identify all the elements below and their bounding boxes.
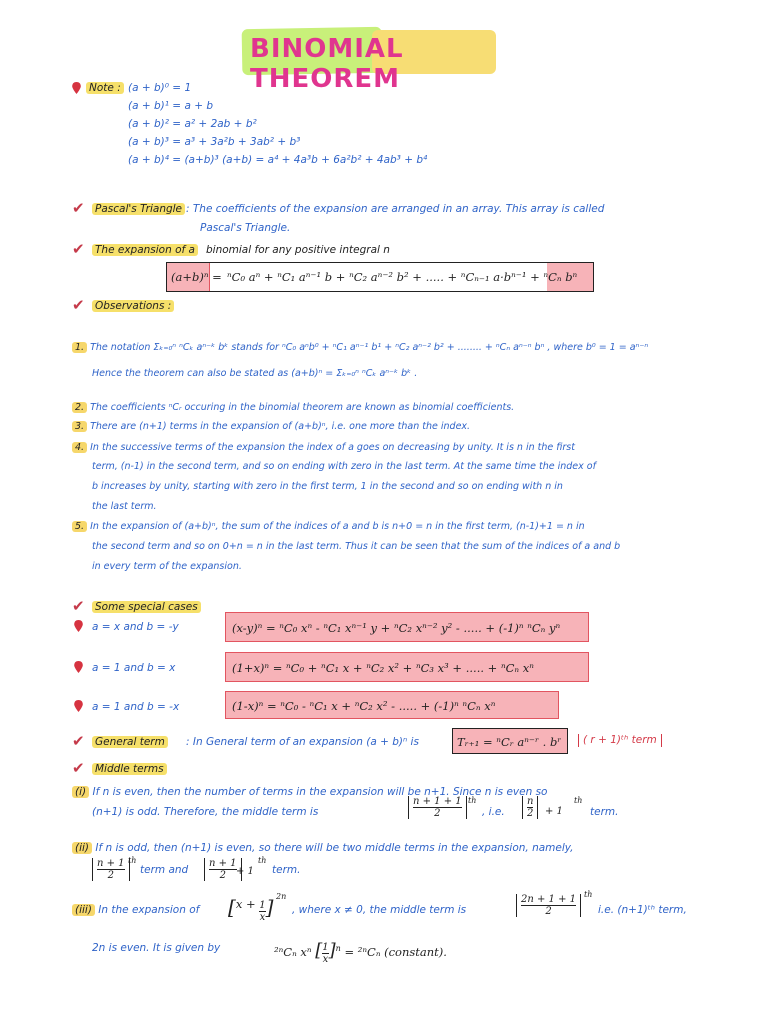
- fraction-bracket: $\frac{2n + 1 + 1}{2}$: [516, 894, 581, 918]
- middle-term-item: [72, 786, 712, 799]
- special-case-formula: (1+x)ⁿ = ⁿC₀ + ⁿC₁ x + ⁿC₂ x² + ⁿC₃ x³ + ..... + ⁿCₙ xⁿ: [225, 652, 589, 682]
- observation-item: [72, 421, 712, 433]
- special-case-formula: (1-x)ⁿ = ⁿC₀ - ⁿC₁ x + ⁿC₂ x² - ..... + (-1)ⁿ ⁿCₙ xⁿ: [225, 691, 559, 719]
- expansion-formula-box: [166, 262, 594, 292]
- middle-term-text: If n is odd, then (n+1) is even, so there will be two middle terms in the expansion, namely,: [95, 842, 574, 854]
- middle-term-item: [72, 842, 712, 855]
- special-case-formula: (x-y)ⁿ = ⁿC₀ xⁿ - ⁿC₁ xⁿ⁻¹ y + ⁿC₂ xⁿ⁻² y² - ..... + (-1)ⁿ ⁿCₙ yⁿ: [225, 612, 589, 642]
- bracket-expression: [x + $\frac{1}{x}$ ]: [228, 895, 274, 923]
- middle-term-formula: ²ⁿCₙ xⁿ [ $\frac{1}{x}$ ]$^n$ = ²ⁿCₙ (constant).: [274, 940, 447, 965]
- expansion-label: The expansion of a: [92, 244, 198, 256]
- observation-text-2: Hence the theorem can also be stated as (a+b)ⁿ = Σₖ₌₀ⁿ ⁿCₖ aⁿ⁻ᵏ bᵏ .: [92, 368, 418, 379]
- note-line: (a + b)³ = a³ + 3a²b + 3ab² + b³: [128, 136, 301, 148]
- observation-number: 5.: [72, 521, 87, 532]
- observation-text: In the expansion of (a+b)ⁿ, the sum of the indices of a and b is n+0 = n in the first term, (n-1)+1 = n in: [90, 521, 585, 532]
- middle-term-text: In the expansion of: [98, 904, 200, 916]
- note-line: (a + b)² = a² + 2ab + b²: [128, 118, 257, 130]
- observation-number: 3.: [72, 421, 87, 432]
- note-line: (a + b)¹ = a + b: [128, 100, 214, 112]
- observation-text-4: the last term.: [92, 501, 157, 512]
- pin-icon: [74, 620, 83, 632]
- observations-label: Observations :: [92, 300, 174, 312]
- note-label: Note :: [86, 82, 124, 94]
- fraction-bracket: $\frac{n}{2}$: [522, 796, 538, 820]
- observation-text-2: term, (n-1) in the second term, and so on ending with zero in the last term. At the same time the index of: [92, 461, 596, 472]
- observation-number: 1.: [72, 342, 87, 353]
- note-line: (a + b)⁰ = 1: [128, 82, 192, 94]
- observation-text: There are (n+1) terms in the expansion of (a+b)ⁿ, i.e. one more than the index.: [90, 421, 471, 432]
- pascal-text: : The coefficients of the expansion are arranged in an array. This array is called: [186, 203, 605, 215]
- pascal-label: Pascal's Triangle: [92, 203, 185, 215]
- observation-text: In the successive terms of the expansion the index of a goes on decreasing by unity. It is n in the first: [90, 442, 575, 453]
- check-icon: ✔: [72, 296, 85, 314]
- special-case-condition: a = x and b = -y: [92, 621, 179, 633]
- expansion-text: binomial for any positive integral n: [206, 244, 390, 256]
- middle-term-number: (ii): [72, 842, 92, 854]
- fraction-bracket: $\frac{n + 1}{2}$: [204, 858, 242, 882]
- observation-text-3: b increases by unity, starting with zero in the first term, 1 in the second and so on ending with n in: [92, 481, 563, 492]
- pin-icon: [72, 82, 81, 94]
- check-icon: ✔: [72, 597, 85, 615]
- pascal-text-2: Pascal's Triangle.: [200, 222, 291, 234]
- check-icon: ✔: [72, 732, 85, 750]
- observation-number: 4.: [72, 442, 87, 453]
- observation-item: [72, 442, 712, 454]
- title-banner: [242, 28, 496, 94]
- note-line: (a + b)⁴ = (a+b)³ (a+b) = a⁴ + 4a³b + 6a²b² + 4ab³ + b⁴: [128, 154, 428, 166]
- middle-term-number: (iii): [72, 904, 95, 916]
- special-case-condition: a = 1 and b = -x: [92, 701, 180, 713]
- observation-text: The coefficients ⁿCᵣ occuring in the binomial theorem are known as binomial coefficients.: [90, 402, 515, 413]
- pin-icon: [74, 661, 83, 673]
- expansion-formula-left: (a+b)ⁿ =: [171, 270, 222, 284]
- middle-term-text: If n is even, then the number of terms in the expansion will be n+1. Since n is even so: [92, 786, 548, 798]
- special-cases-label: Some special cases: [92, 601, 201, 613]
- middle-term-item: [72, 904, 199, 917]
- observation-text-2: the second term and so on 0+n = n in the last term. Thus it can be seen that the sum of the indices of a and b: [92, 541, 621, 552]
- page-title: BINOMIAL THEOREM: [250, 34, 404, 94]
- check-icon: ✔: [72, 199, 85, 217]
- observation-text: The notation Σₖ₌₀ⁿ ⁿCₖ aⁿ⁻ᵏ bᵏ stands for ⁿC₀ aⁿb⁰ + ⁿC₁ aⁿ⁻¹ b¹ + ⁿC₂ aⁿ⁻² b² + ........ + ⁿCₙ aⁿ⁻ⁿ bⁿ , where b⁰ = 1 = aⁿ⁻ⁿ: [90, 342, 649, 353]
- fraction-bracket: $\frac{n + 1}{2}$: [92, 858, 130, 882]
- general-term-note: ( r + 1)ᵗʰ term: [578, 734, 662, 747]
- check-icon: ✔: [72, 240, 85, 258]
- observation-text-3: in every term of the expansion.: [92, 561, 242, 572]
- observation-item: [72, 521, 712, 533]
- middle-terms-label: Middle terms: [92, 763, 167, 775]
- expansion-formula-right: ⁿC₀ aⁿ + ⁿC₁ aⁿ⁻¹ b + ⁿC₂ aⁿ⁻² b² + ..... + ⁿCₙ₋₁ a·bⁿ⁻¹ + ⁿCₙ bⁿ: [227, 270, 578, 284]
- observation-item: [72, 402, 712, 414]
- observation-item: [72, 342, 712, 354]
- check-icon: ✔: [72, 759, 85, 777]
- note-lines: [128, 82, 427, 172]
- middle-term-text-2: (n+1) is odd. Therefore, the middle term is: [92, 806, 319, 818]
- general-term-text: : In General term of an expansion (a + b)ⁿ is: [186, 736, 419, 748]
- observation-number: 2.: [72, 402, 87, 413]
- general-term-label: General term: [92, 736, 168, 748]
- fraction-bracket: $\frac{n + 1 + 1}{2}$: [408, 796, 467, 820]
- middle-term-number: (i): [72, 786, 89, 798]
- special-case-condition: a = 1 and b = x: [92, 662, 176, 674]
- pin-icon: [74, 700, 83, 712]
- general-term-formula: Tᵣ₊₁ = ⁿCᵣ aⁿ⁻ʳ . bʳ: [452, 728, 568, 754]
